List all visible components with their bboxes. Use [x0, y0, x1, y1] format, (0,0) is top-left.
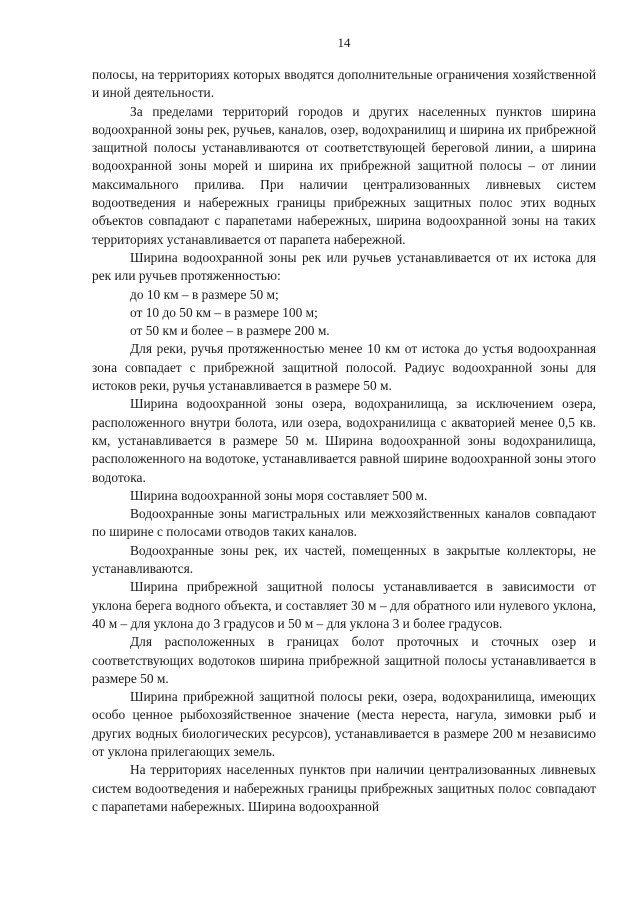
paragraph-slope-dependence: Ширина прибрежной защитной полосы устанавливается в зависимости от уклона берега водного объекта, и составляет 30 м – для обратного или нулевого уклона, 40 м – для уклона до 3 градусов и 50 м – для уклона 3 и более градусов.: [92, 579, 596, 631]
list-item-10-to-50km: от 10 до 50 км – в размере 100 м;: [130, 304, 318, 320]
paragraph-canals: Водоохранные зоны магистральных или межхозяйственных каналов совпадают по ширине с полосами отводов таких каналов.: [92, 506, 596, 540]
paragraph-sea-zone: Ширина водоохранной зоны моря составляет 500 м.: [130, 487, 428, 503]
paragraph-shoreline-reference: За пределами территорий городов и других населенных пунктов ширина водоохранной зоны рек, ручьев, каналов, озер, водохранилищ и ширина их прибрежной защитной полосы устанавливаются от соответствующей береговой линии, а ширина водоохранной зоны морей и ширина их прибрежной защитной полосы – от линии максимального прилива. При наличии централизованных ливневых систем водоотведения и набережных границы прибрежных защитных полос этих водных объектов совпадают с парапетами набережных, ширина водоохранной зоны на таких территориях устанавливается от парапета набережной.: [92, 103, 596, 247]
paragraph-continuation: полосы, на территориях которых вводятся дополнительные ограничения хозяйственной и иной деятельности.: [92, 67, 596, 101]
document-body: [92, 66, 596, 816]
document-page: [92, 34, 596, 816]
paragraph-lakes-reservoirs: Ширина водоохранной зоны озера, водохранилища, за исключением озера, расположенного внутри болота, или озера, водохранилища с акваторией менее 0,5 кв. км, устанавливается в размере 50 м. Ширина водоохранной зоны водохранилища, расположенного на водотоке, устанавливается равной ширине водоохранной зоны этого водотока.: [92, 396, 596, 485]
page-number: 14: [337, 35, 351, 50]
paragraph-settlements: На территориях населенных пунктов при наличии централизованных ливневых систем водоотведения и набережных границы прибрежных защитных полос совпадают с парапетами набережных. Ширина водоохранной: [92, 762, 596, 814]
list-item-up-to-10km: до 10 км – в размере 50 м;: [130, 286, 279, 302]
list-item-over-50km: от 50 км и более – в размере 200 м.: [130, 323, 330, 339]
paragraph-short-rivers: Для реки, ручья протяженностью менее 10 км от истока до устья водоохранная зона совпадает с прибрежной защитной полосой. Радиус водоохранной зоны для истоков реки, ручья устанавливается в размере 50 м.: [92, 341, 596, 394]
paragraph-river-zone-width: Ширина водоохранной зоны рек или ручьев устанавливается от их истока для рек или ручьев протяженностью:: [92, 249, 596, 284]
paragraph-fishery-value: Ширина прибрежной защитной полосы реки, озера, водохранилища, имеющих особо ценное рыбохозяйственное значение (места нереста, нагула, зимовки рыб и других водных биологических ресурсов), устанавливается в размере 200 м независимо от уклона прилегающих земель.: [92, 689, 596, 759]
paragraph-swamp-lakes: Для расположенных в границах болот проточных и сточных озер и соответствующих водотоков ширина прибрежной защитной полосы устанавливается в размере 50 м.: [92, 634, 596, 686]
paragraph-closed-collectors: Водоохранные зоны рек, их частей, помещенных в закрытые коллекторы, не устанавливаются.: [92, 542, 596, 577]
